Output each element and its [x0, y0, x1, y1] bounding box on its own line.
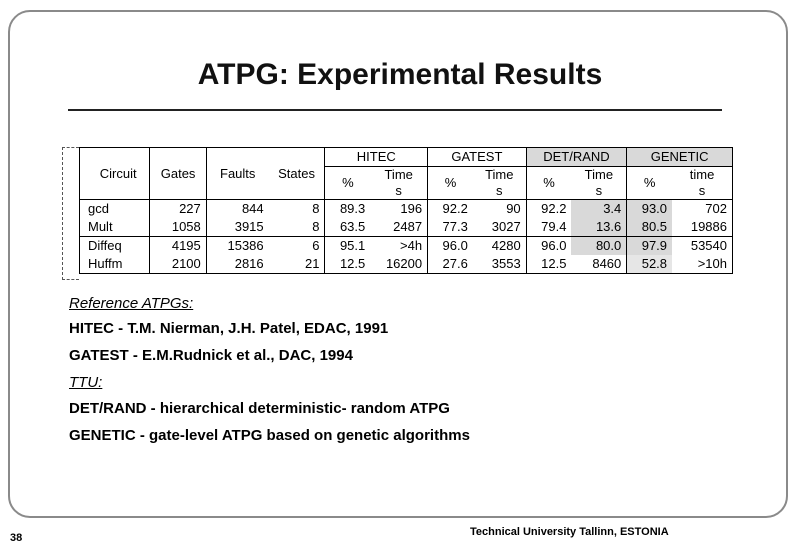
cell-gatest-time: 4280 [473, 237, 526, 256]
cell-hitec-pct: 95.1 [325, 237, 370, 256]
cell-circuit: Huffm [88, 256, 123, 271]
slide-title: ATPG: Experimental Results [197, 58, 603, 91]
col-header-faults: Faults [206, 148, 268, 200]
reference-genetic: GENETIC - gate-level ATPG based on genetic algorithms [69, 427, 470, 444]
times-line2: s [496, 183, 503, 198]
cell-gatest-pct: 96.0 [428, 237, 473, 256]
cell-gatest-time: 90 [473, 200, 526, 219]
col-header-hitec-pct: % [325, 167, 370, 200]
cell-circuit: Mult [88, 219, 113, 234]
cell-detrand-time: 8460 [592, 256, 622, 271]
table-row [80, 218, 733, 237]
results-table [79, 147, 733, 274]
table-row [80, 255, 733, 274]
col-header-genetic-times [672, 167, 732, 200]
cell-genetic-time: >10h [697, 256, 727, 271]
cell-circuit: gcd [80, 200, 150, 219]
cell-states: 6 [269, 237, 325, 256]
times-line1: Time [584, 167, 614, 182]
cell-states: 21 [305, 256, 320, 271]
group-header-genetic: GENETIC [627, 148, 733, 167]
times-line2: s [395, 183, 402, 198]
cell-detrand-pct: 96.0 [526, 237, 571, 256]
cell-detrand-pct: 12.5 [526, 255, 571, 274]
title-divider [68, 109, 722, 111]
cell-detrand-time: 3.4 [571, 200, 626, 219]
col-header-gatest-pct: % [428, 167, 473, 200]
group-header-detrand: DET/RAND [526, 148, 627, 167]
cell-hitec-time: >4h [370, 237, 427, 256]
cell-faults: 3915 [206, 218, 268, 237]
cell-genetic-time: 53540 [672, 237, 732, 256]
col-header-gates: Gates [150, 148, 206, 200]
reference-gatest: GATEST - E.M.Rudnick et al., DAC, 1994 [69, 347, 353, 364]
cell-gates: 2100 [150, 255, 206, 274]
cell-genetic-pct: 52.8 [627, 255, 672, 274]
times-line2: s [698, 183, 706, 198]
col-header-genetic-pct: % [627, 167, 672, 200]
cell-gatest-time: 3027 [491, 219, 521, 234]
col-header-circuit: Circuit [99, 165, 137, 181]
col-header-detrand-pct: % [526, 167, 571, 200]
cell-hitec-time: 2487 [393, 219, 423, 234]
group-header-gatest: GATEST [428, 148, 527, 167]
cell-hitec-pct: 12.5 [325, 255, 370, 274]
cell-detrand-time: 80.0 [571, 237, 626, 256]
footer-institution: Technical University Tallinn, ESTONIA [470, 526, 669, 538]
reference-detrand: DET/RAND - hierarchical deterministic- random ATPG [69, 400, 450, 417]
ttu-heading: TTU: [69, 374, 103, 391]
col-header-detrand-times [571, 167, 626, 200]
cell-states: 8 [269, 200, 325, 219]
cell-gatest-pct: 27.6 [428, 255, 473, 274]
table-dashed-bracket [62, 147, 79, 280]
cell-gates: 1058 [150, 218, 206, 237]
col-header-hitec-times [370, 167, 427, 200]
cell-gates: 4195 [150, 237, 206, 256]
cell-genetic-pct: 80.5 [627, 218, 672, 237]
cell-states: 8 [312, 219, 320, 234]
reference-hitec: HITEC - T.M. Nierman, J.H. Patel, EDAC, 1991 [69, 320, 389, 337]
cell-gatest-time: 3553 [491, 256, 521, 271]
col-header-gatest-times [473, 167, 526, 200]
cell-detrand-time: 13.6 [571, 218, 626, 237]
cell-genetic-pct: 97.9 [627, 237, 672, 256]
cell-hitec-pct: 63.5 [325, 218, 370, 237]
cell-gatest-pct: 92.2 [428, 200, 473, 219]
cell-genetic-pct: 93.0 [627, 200, 672, 219]
cell-gates: 227 [150, 200, 206, 219]
cell-detrand-pct: 79.4 [526, 218, 571, 237]
cell-gatest-pct: 77.3 [428, 218, 473, 237]
times-line1: time [689, 167, 715, 182]
cell-hitec-time: 16200 [385, 256, 423, 271]
times-line2: s [595, 183, 603, 198]
cell-faults: 15386 [206, 237, 268, 256]
group-header-hitec: HITEC [325, 148, 428, 167]
times-line1: Time [384, 167, 413, 182]
cell-circuit: Diffeq [80, 237, 150, 256]
table-group-header-row [80, 148, 733, 167]
table-row [80, 200, 733, 219]
page-number: 38 [10, 532, 23, 544]
col-header-states: States [278, 165, 315, 181]
cell-faults: 2816 [206, 255, 268, 274]
table-row [80, 237, 733, 256]
cell-hitec-time: 196 [370, 200, 427, 219]
cell-hitec-pct: 89.3 [325, 200, 370, 219]
cell-genetic-time: 19886 [690, 219, 727, 234]
cell-faults: 844 [206, 200, 268, 219]
reference-atpgs-heading: Reference ATPGs: [69, 295, 194, 312]
cell-genetic-time: 702 [672, 200, 732, 219]
times-line1: Time [485, 167, 514, 182]
cell-detrand-pct: 92.2 [526, 200, 571, 219]
